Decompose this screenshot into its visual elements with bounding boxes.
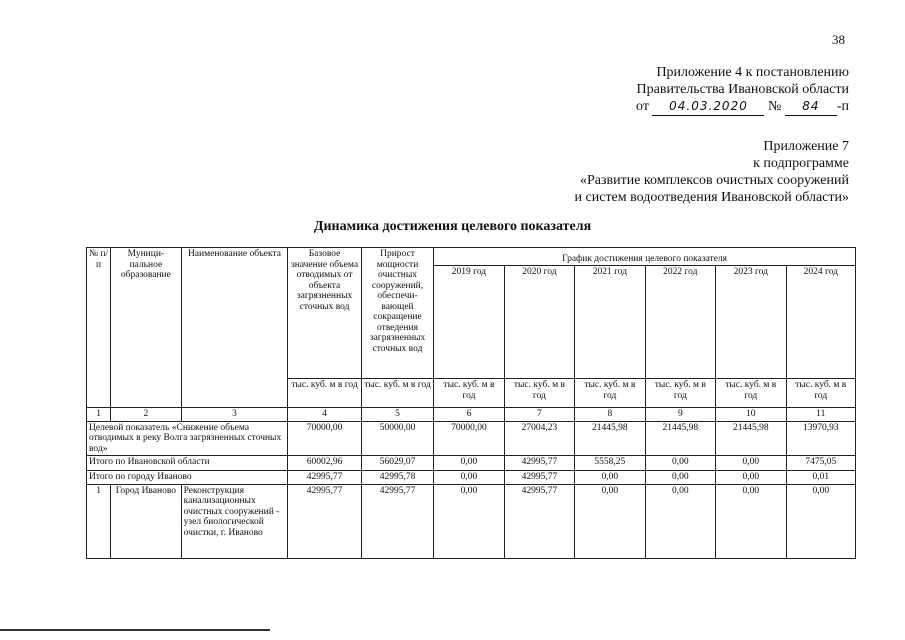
column-numbers-row: [87, 408, 856, 422]
row-target-indicator: [87, 421, 856, 456]
decree-number: 84: [785, 98, 837, 116]
header-no: № п/п: [87, 248, 111, 408]
cell-2021: 5558,25: [575, 456, 645, 471]
appendix-7-line2: к подпрограмме: [753, 156, 849, 171]
appendix-4-line1: Приложение 4 к постановлению: [656, 65, 849, 80]
header-object: Наименование объекта: [181, 248, 288, 408]
cell-2022: 21445,98: [645, 421, 715, 456]
header-year-2021: 2021 год: [575, 265, 645, 379]
column-number: 10: [716, 408, 786, 422]
header-row-1: [87, 248, 856, 266]
header-base: Базовое значение объема отводимых от объекта загрязненных сточных вод: [288, 248, 361, 379]
cell-2021: 0,00: [575, 471, 645, 485]
unit-2022: тыс. куб. м в год: [645, 379, 715, 408]
cell-base: 42995,77: [288, 484, 361, 558]
column-number: 11: [786, 408, 856, 422]
row-total-region: [87, 456, 856, 471]
header-municipality: Муници-пальное образование: [111, 248, 181, 408]
header-year-2020: 2020 год: [504, 265, 574, 379]
number-suffix: -п: [836, 99, 849, 114]
cell-2019: 0,00: [434, 471, 504, 485]
cell-2020: 42995,77: [504, 456, 574, 471]
column-number: 9: [645, 408, 715, 422]
unit-2021: тыс. куб. м в год: [575, 379, 645, 408]
header-year-2022: 2022 год: [645, 265, 715, 379]
header-schedule: График достижения целевого показателя: [434, 248, 856, 266]
column-number: 5: [361, 408, 433, 422]
unit-2019: тыс. куб. м в год: [434, 379, 504, 408]
cell-2024: 7475,05: [786, 456, 856, 471]
cell-2019: 0,00: [434, 456, 504, 471]
cell-2021: 0,00: [575, 484, 645, 558]
cell-2019: 70000,00: [434, 421, 504, 456]
column-number: 2: [111, 408, 181, 422]
cell-base: 42995,77: [288, 471, 361, 485]
unit-2024: тыс. куб. м в год: [786, 379, 856, 408]
target-indicator-label: Целевой показатель «Снижение объема отводимых в реку Волга загрязненных сточных вод»: [87, 421, 288, 456]
cell-2023: 0,00: [716, 456, 786, 471]
cell-2022: 0,00: [645, 484, 715, 558]
cell-increase: 42995,77: [361, 484, 433, 558]
header-increase: Прирост мощности очистных сооружений, обеспечи-вающей сокращение отведения загрязненных сточных вод: [361, 248, 433, 379]
row-total-city: [87, 471, 856, 485]
unit-2020: тыс. куб. м в год: [504, 379, 574, 408]
cell-no: 1: [87, 484, 111, 558]
cell-2022: 0,00: [645, 456, 715, 471]
cell-2020: 42995,77: [504, 471, 574, 485]
cell-2023: 0,00: [716, 471, 786, 485]
cell-2024: 13970,93: [786, 421, 856, 456]
column-number: 7: [504, 408, 574, 422]
unit-2023: тыс. куб. м в год: [716, 379, 786, 408]
unit-base: тыс. куб. м в год: [288, 379, 361, 408]
page-number: 38: [832, 32, 845, 47]
from-prefix: от: [636, 99, 649, 114]
column-number: 3: [181, 408, 288, 422]
cell-2024: 0,01: [786, 471, 856, 485]
header-year-2019: 2019 год: [434, 265, 504, 379]
cell-base: 60002,96: [288, 456, 361, 471]
cell-increase: 56029,07: [361, 456, 433, 471]
decree-date: 04.03.2020: [652, 98, 764, 116]
appendix-7-line4: и систем водоотведения Ивановской области»: [574, 190, 849, 205]
appendix-7-header: [575, 138, 849, 206]
total-region-label: Итого по Ивановской области: [87, 456, 288, 471]
unit-increase: тыс. куб. м в год: [361, 379, 433, 408]
cell-2020: 27004,23: [504, 421, 574, 456]
cell-2021: 21445,98: [575, 421, 645, 456]
page-bottom-rule: [0, 629, 270, 631]
appendix-7-line1: Приложение 7: [763, 139, 849, 154]
cell-2019: 0,00: [434, 484, 504, 558]
appendix-7-line3: «Развитие комплексов очистных сооружений: [579, 173, 849, 188]
cell-increase: 50000,00: [361, 421, 433, 456]
document-title: Динамика достижения целевого показателя: [313, 219, 592, 234]
appendix-4-header: [636, 64, 849, 116]
number-label: №: [767, 99, 782, 114]
cell-object: Реконструкция канализационных очистных сооружений - узел биологической очистки, г. Иваново: [181, 484, 288, 558]
cell-municipality: Город Иваново: [111, 484, 181, 558]
header-year-2023: 2023 год: [716, 265, 786, 379]
column-number: 1: [87, 408, 111, 422]
row-object-1: [87, 484, 856, 558]
cell-2024: 0,00: [786, 484, 856, 558]
cell-2022: 0,00: [645, 471, 715, 485]
total-city-label: Итого по городу Иваново: [87, 471, 288, 485]
cell-base: 70000,00: [288, 421, 361, 456]
target-indicator-table: [86, 247, 856, 559]
appendix-4-line2: Правительства Ивановской области: [636, 82, 849, 97]
cell-increase: 42995,78: [361, 471, 433, 485]
column-number: 8: [575, 408, 645, 422]
appendix-4-date-line: [636, 98, 849, 116]
cell-2023: 21445,98: [716, 421, 786, 456]
column-number: 4: [288, 408, 361, 422]
cell-2023: 0,00: [716, 484, 786, 558]
column-number: 6: [434, 408, 504, 422]
cell-2020: 42995,77: [504, 484, 574, 558]
header-year-2024: 2024 год: [786, 265, 856, 379]
